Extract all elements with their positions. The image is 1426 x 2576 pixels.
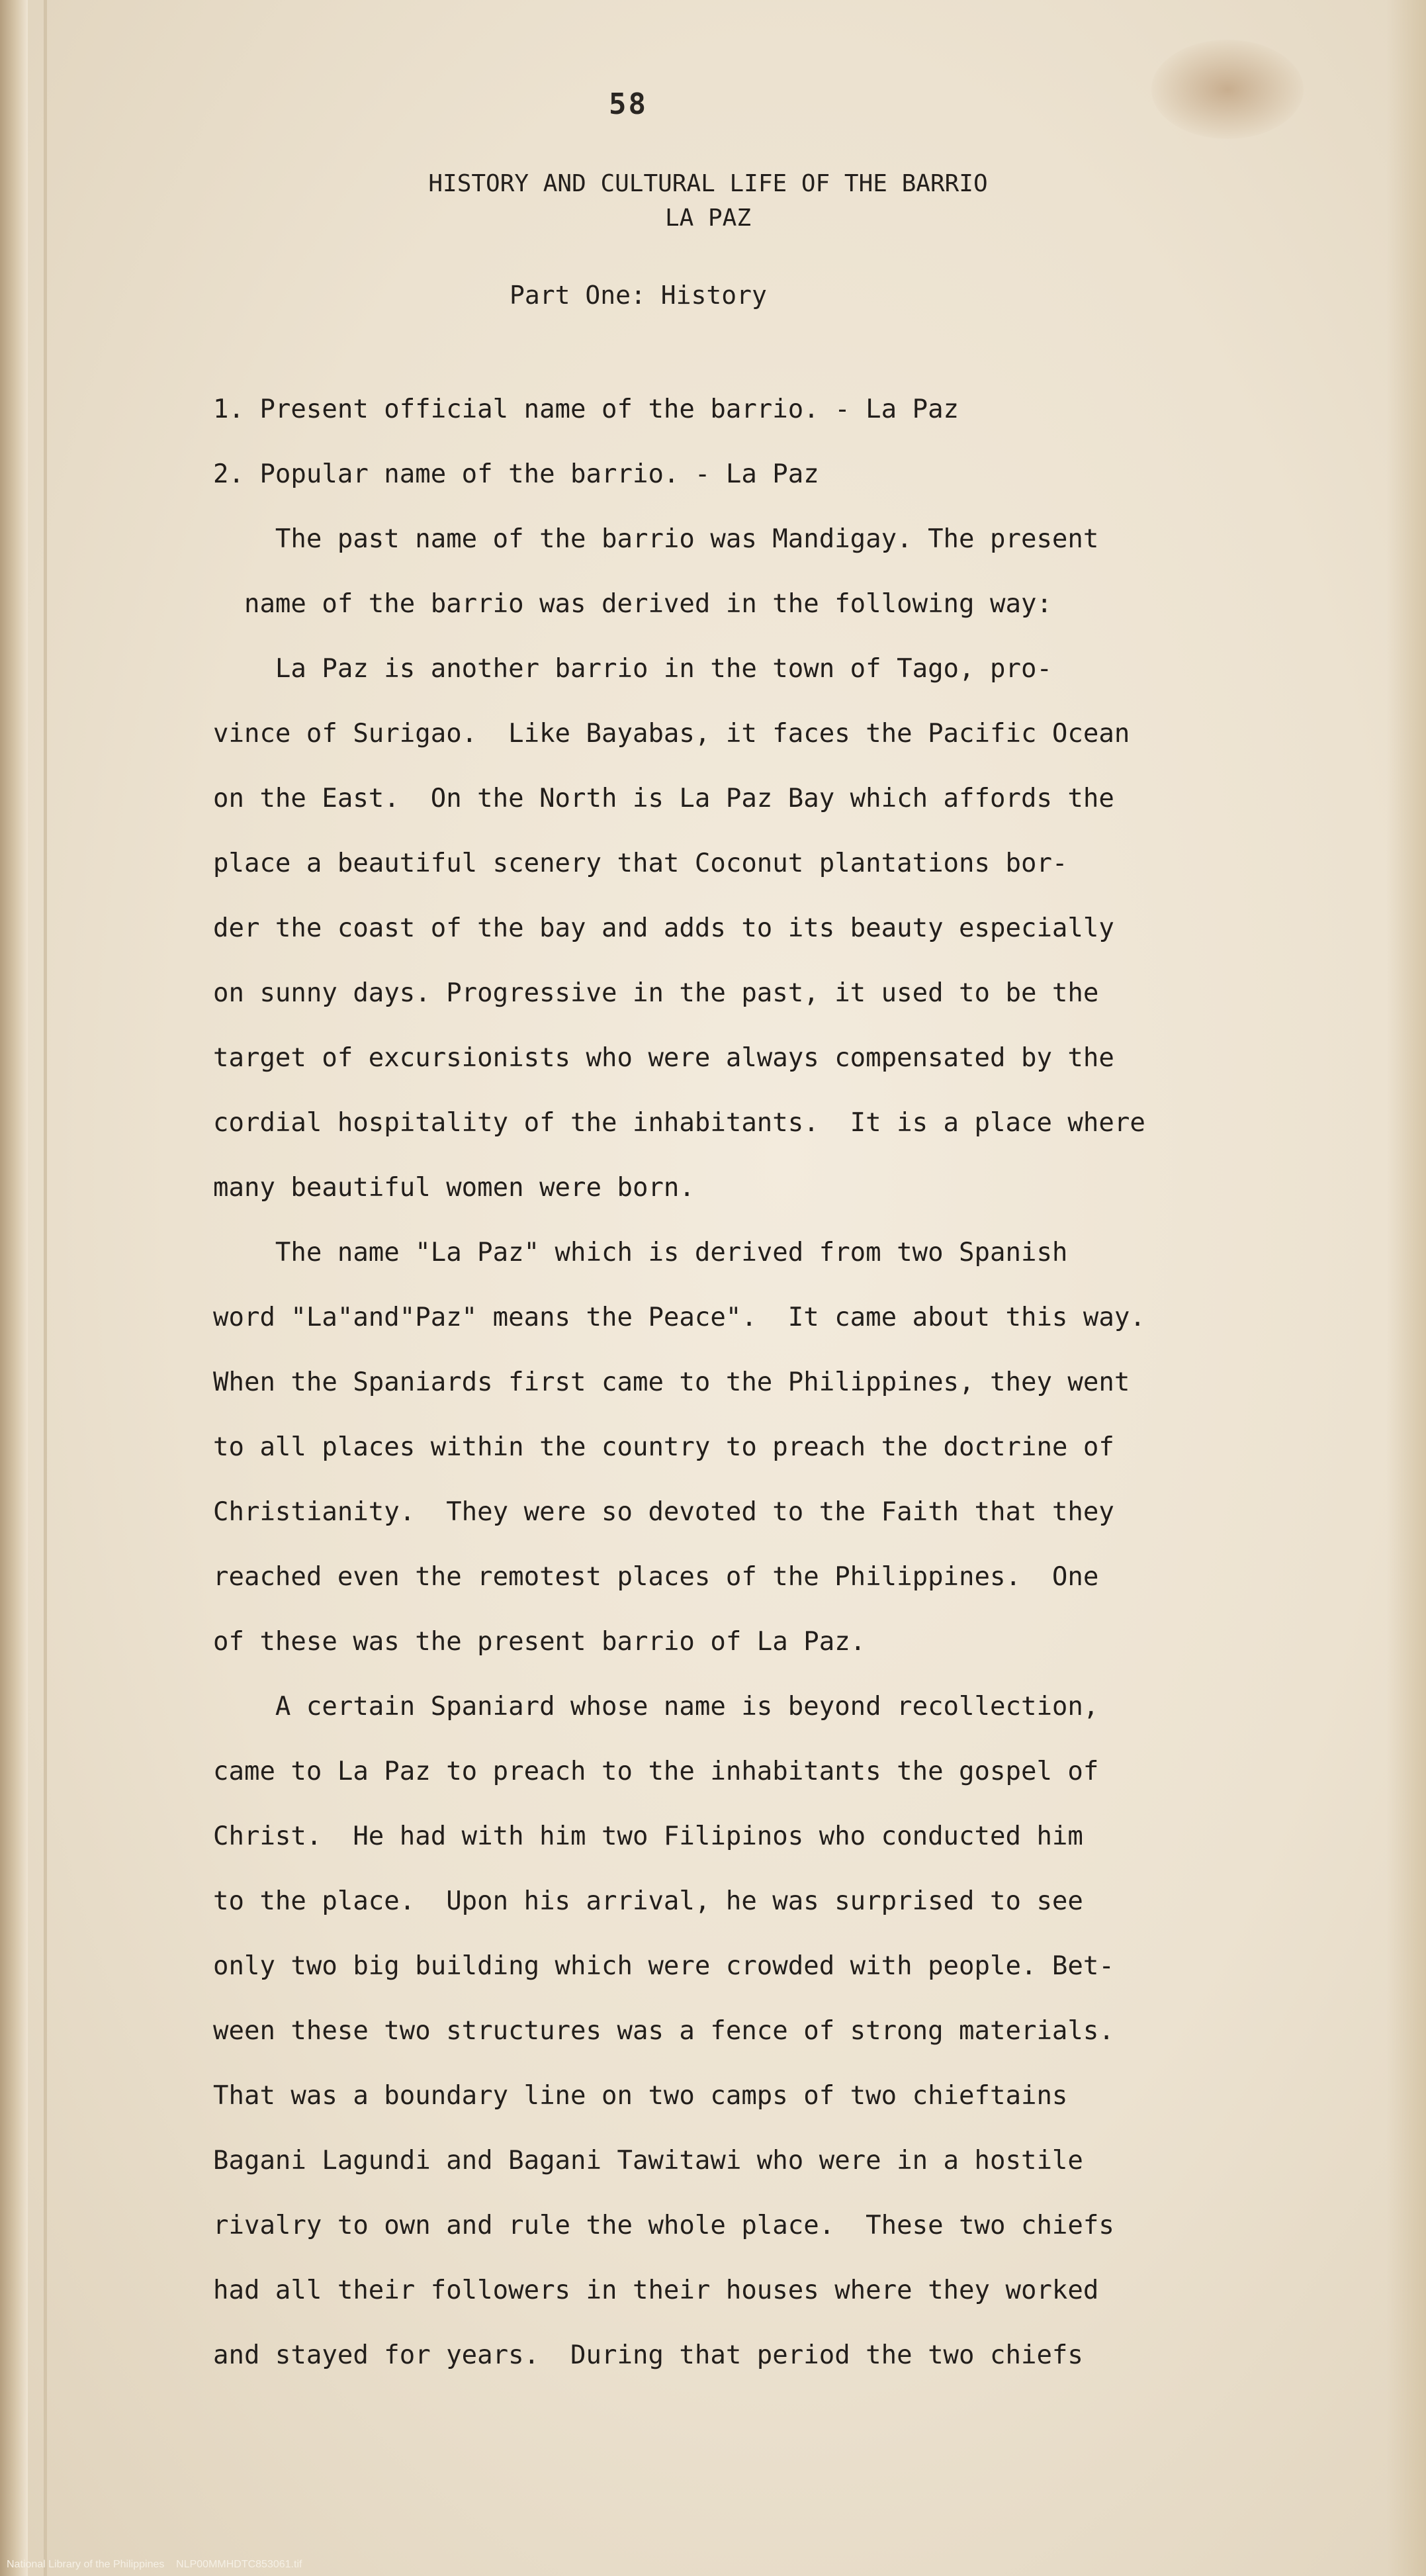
text-line: Bagani Lagundi and Bagani Tawitawi who were in a hostile: [213, 2146, 1083, 2176]
body-text: [213, 377, 1285, 2388]
text-line: rivalry to own and rule the whole place. These two chiefs: [213, 2211, 1114, 2240]
text-line: vince of Surigao. Like Bayabas, it faces the Pacific Ocean: [213, 719, 1130, 749]
text-line: and stayed for years. During that period the two chiefs: [213, 2340, 1083, 2370]
title-line-1: HISTORY AND CULTURAL LIFE OF THE BARRIO: [428, 170, 988, 197]
text-line: came to La Paz to preach to the inhabitants the gospel of: [213, 1757, 1099, 1786]
text-line: word "La"and"Paz" means the Peace". It came about this way.: [213, 1303, 1145, 1332]
page-edge-shadow: [1386, 0, 1426, 2576]
text-line: The name "La Paz" which is derived from two Spanish: [213, 1238, 1068, 1267]
text-line: That was a boundary line on two camps of two chieftains: [213, 2081, 1068, 2111]
title-line-2: LA PAZ: [664, 205, 752, 232]
text-line: La Paz is another barrio in the town of Tago, pro-: [213, 654, 1052, 684]
part-heading: Part One: History: [510, 281, 767, 310]
text-line: der the coast of the bay and adds to its beauty especially: [213, 913, 1114, 943]
text-line: The past name of the barrio was Mandigay. The present: [213, 524, 1099, 554]
document-title: [357, 167, 1059, 236]
text-line: ween these two structures was a fence of strong materials.: [213, 2016, 1114, 2046]
text-line: target of excursionists who were always compensated by the: [213, 1043, 1114, 1073]
text-line: to all places within the country to preach the doctrine of: [213, 1432, 1114, 1462]
text-line: 2. Popular name of the barrio. - La Paz: [213, 459, 819, 489]
text-line: of these was the present barrio of La Paz.: [213, 1627, 866, 1657]
text-line: When the Spaniards first came to the Philippines, they went: [213, 1367, 1130, 1397]
text-line: Christianity. They were so devoted to the Faith that they: [213, 1497, 1114, 1527]
text-line: A certain Spaniard whose name is beyond recollection,: [213, 1692, 1099, 1722]
text-line: had all their followers in their houses where they worked: [213, 2276, 1099, 2305]
text-line: to the place. Upon his arrival, he was surprised to see: [213, 1886, 1083, 1916]
text-line: on sunny days. Progressive in the past, it used to be the: [213, 978, 1099, 1008]
text-line: only two big building which were crowded with people. Bet-: [213, 1951, 1114, 1981]
paper-stain: [1151, 40, 1304, 139]
text-line: Christ. He had with him two Filipinos who conducted him: [213, 1821, 1083, 1851]
fold-line: [44, 0, 47, 2576]
scan-footer-caption: National Library of the Philippines NLP00MMHDTC853061.tif: [7, 2559, 302, 2570]
text-line: place a beautiful scenery that Coconut plantations bor-: [213, 849, 1068, 878]
text-line: name of the barrio was derived in the following way:: [213, 589, 1052, 619]
text-line: reached even the remotest places of the Philippines. One: [213, 1562, 1099, 1592]
page-number: 58: [609, 87, 648, 121]
text-line: on the East. On the North is La Paz Bay which affords the: [213, 784, 1114, 813]
binding-edge: [0, 0, 28, 2576]
text-line: 1. Present official name of the barrio. - La Paz: [213, 394, 959, 424]
text-line: many beautiful women were born.: [213, 1173, 695, 1203]
text-line: cordial hospitality of the inhabitants. It is a place where: [213, 1108, 1145, 1138]
